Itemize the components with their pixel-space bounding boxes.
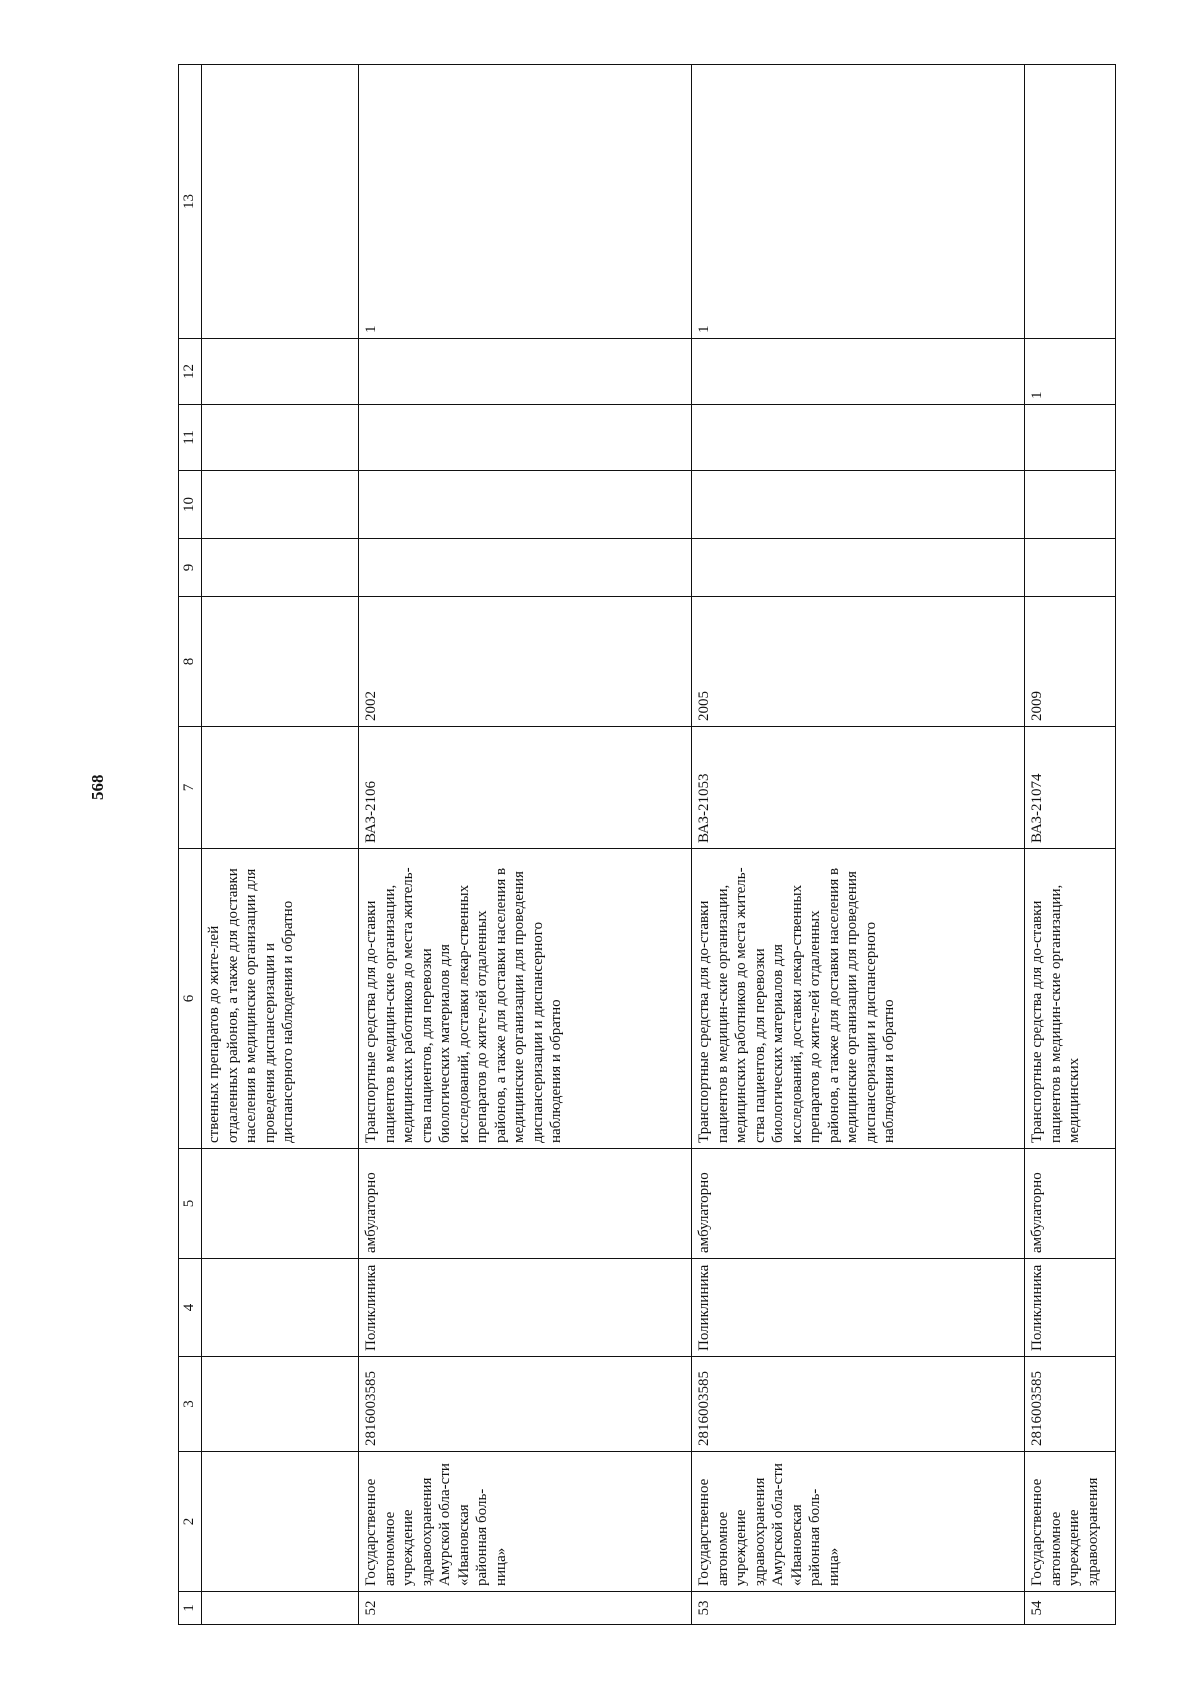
page-number: 568 — [88, 774, 107, 800]
care-condition: амбулаторно — [692, 1149, 1025, 1259]
col-12-cell — [359, 339, 692, 405]
care-condition: амбулаторно — [1025, 1149, 1116, 1259]
col-10-cell — [202, 471, 359, 539]
row-number: 54 — [1025, 1592, 1116, 1625]
col-13-cell — [1025, 65, 1116, 339]
vehicle-purpose: Транспортные средства для до-ставки пациентов в медицин-ские организации, медицинских работников до места житель-ства пациентов, для перевозки биологических материалов для исследований, доставки лекар-ственных препаратов до жите-лей отдаленных районов, а также для доставки населения в медицинские организации для проведения диспансеризации и диспансерного наблюдения и обратно — [692, 849, 1025, 1149]
row-number: 52 — [359, 1592, 692, 1625]
col-9-cell — [692, 539, 1025, 597]
division: Поликлиника — [1025, 1259, 1116, 1357]
column-header: 10 — [179, 471, 202, 539]
vehicle-table — [178, 64, 1116, 1625]
col-10-cell — [359, 471, 692, 539]
column-header: 4 — [179, 1259, 202, 1357]
col-13-cell: 1 — [692, 65, 1025, 339]
col-9-cell — [1025, 539, 1116, 597]
row-number: 53 — [692, 1592, 1025, 1625]
inn — [202, 1357, 359, 1452]
col-9-cell — [359, 539, 692, 597]
division — [202, 1259, 359, 1357]
inn: 2816003585 — [359, 1357, 692, 1452]
inn: 2816003585 — [1025, 1357, 1116, 1452]
care-condition: амбулаторно — [359, 1149, 692, 1259]
column-header: 8 — [179, 597, 202, 727]
col-13-cell: 1 — [359, 65, 692, 339]
col-11-cell — [692, 405, 1025, 471]
vehicle-year: 2005 — [692, 597, 1025, 727]
care-condition — [202, 1149, 359, 1259]
table-row — [202, 65, 359, 1625]
column-header: 13 — [179, 65, 202, 339]
vehicle-model: ВАЗ-21074 — [1025, 727, 1116, 849]
vehicle-purpose: Транспортные средства для до-ставки пациентов в медицин-ские организации, медицинских работников до места житель-ства пациентов, для перевозки биологических материалов для исследований, доставки лекар-ственных препаратов до жите-лей отдаленных районов, а также для доставки населения в медицинские организации для проведения диспансеризации и диспансерного наблюдения и обратно — [359, 849, 692, 1149]
rotated-table-wrapper — [178, 65, 1116, 1625]
division: Поликлиника — [692, 1259, 1025, 1357]
col-10-cell — [1025, 471, 1116, 539]
table-row — [1025, 65, 1116, 1625]
col-10-cell — [692, 471, 1025, 539]
vehicle-model — [202, 727, 359, 849]
table-row — [359, 65, 692, 1625]
col-11-cell — [202, 405, 359, 471]
organization-name: Государственное автономное учреждение здравоохранения — [1025, 1452, 1116, 1592]
column-header: 11 — [179, 405, 202, 471]
column-header: 1 — [179, 1592, 202, 1625]
vehicle-model: ВАЗ-2106 — [359, 727, 692, 849]
col-11-cell — [359, 405, 692, 471]
vehicle-purpose: Транспортные средства для до-ставки пациентов в медицин-ские организации, медицинских — [1025, 849, 1116, 1149]
column-header: 12 — [179, 339, 202, 405]
vehicle-year: 2009 — [1025, 597, 1116, 727]
division: Поликлиника — [359, 1259, 692, 1357]
column-header: 2 — [179, 1452, 202, 1592]
vehicle-year: 2002 — [359, 597, 692, 727]
organization-name: Государственное автономное учреждение здравоохранения Амурской обла-сти «Ивановская районная боль-ница» — [359, 1452, 692, 1592]
vehicle-purpose: ственных препаратов до жите-лей отдаленных районов, а также для доставки населения в медицинские организации для проведения диспансеризации и диспансерного наблюдения и обратно — [202, 849, 359, 1149]
column-header: 5 — [179, 1149, 202, 1259]
organization-name: Государственное автономное учреждение здравоохранения Амурской обла-сти «Ивановская районная боль-ница» — [692, 1452, 1025, 1592]
vehicle-year — [202, 597, 359, 727]
row-number — [202, 1592, 359, 1625]
column-header: 3 — [179, 1357, 202, 1452]
column-header: 9 — [179, 539, 202, 597]
table-row — [692, 65, 1025, 1625]
col-12-cell — [692, 339, 1025, 405]
column-header: 7 — [179, 727, 202, 849]
col-12-cell: 1 — [1025, 339, 1116, 405]
col-13-cell — [202, 65, 359, 339]
vehicle-model: ВАЗ-21053 — [692, 727, 1025, 849]
organization-name — [202, 1452, 359, 1592]
col-11-cell — [1025, 405, 1116, 471]
column-number-row — [179, 65, 202, 1625]
col-9-cell — [202, 539, 359, 597]
inn: 2816003585 — [692, 1357, 1025, 1452]
column-header: 6 — [179, 849, 202, 1149]
col-12-cell — [202, 339, 359, 405]
